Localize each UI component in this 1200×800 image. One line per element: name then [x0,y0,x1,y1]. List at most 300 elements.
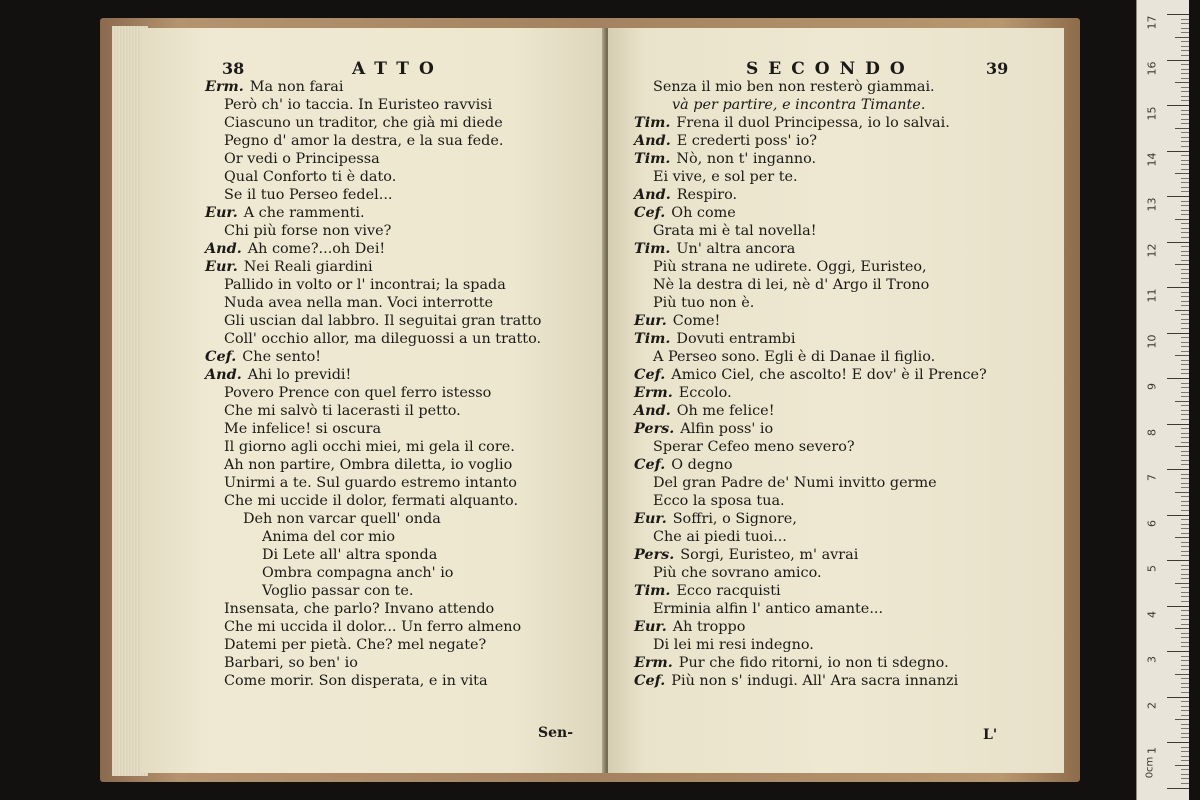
ruler-tick [1181,478,1189,479]
verse-text: Chi più forse non vive? [224,223,392,239]
verse-text: Povero Prence con quel ferro istesso [224,385,492,401]
speaker-label: Tim. [634,582,671,599]
ruler-tick [1175,219,1189,220]
ruler-tick [1175,583,1189,584]
speaker-label: And. [634,132,671,149]
verse-text: Oh come [671,205,736,221]
text-line [262,582,413,600]
ruler-tick [1181,73,1189,74]
text-line [224,600,494,618]
ruler-tick [1175,401,1189,402]
verse-text: Più che sovrano amico. [653,565,822,581]
text-line [224,330,541,348]
ruler-tick [1167,606,1189,607]
verse-text: Erminia alfin l' antico amante... [653,601,884,617]
ruler-tick [1181,428,1189,429]
verse-text: Che mi uccide il dolor, fermati alquanto. [224,493,519,509]
ruler-tick [1181,619,1189,620]
text-line [224,654,358,672]
text-line [634,402,775,420]
ruler-number: 3 [1145,656,1159,663]
speaker-label: Eur. [634,618,667,635]
ruler-tick [1175,128,1189,129]
ruler-tick [1181,342,1189,343]
ruler-tick [1181,756,1189,757]
text-line [634,366,987,384]
verse-text: Pur che fido ritorni, io non ti sdegno. [678,655,949,671]
verse-text: Come! [672,313,721,329]
verse-text: Frena il duol Principessa, io lo salvai. [676,115,950,131]
ruler-tick [1181,182,1189,183]
text-line [205,78,343,96]
text-line [243,510,441,528]
verse-text: Pallido in volto or l' incontrai; la spada [224,277,506,293]
text-line [224,168,396,186]
verse-text: Pegno d' amor la destra, e la sua fede. [224,133,504,149]
ruler-tick [1181,624,1189,625]
ruler-number: 15 [1145,106,1159,121]
left-page [140,28,605,773]
verse-text: Ah non partire, Ombra diletta, io voglio [224,457,513,473]
text-line [653,600,883,618]
ruler-tick [1175,264,1189,265]
ruler-tick [1181,78,1189,79]
ruler-tick [1181,442,1189,443]
ruler-tick [1181,760,1189,761]
ruler-tick [1181,210,1189,211]
text-line [653,168,798,186]
ruler-tick [1181,91,1189,92]
ruler-tick [1181,706,1189,707]
verse-text: Senza il mio ben non resterò giammai. [653,79,935,95]
ruler-tick [1181,169,1189,170]
verse-text: Ah troppo [672,619,746,635]
text-line [224,402,461,420]
text-line [672,96,925,114]
ruler-tick [1181,633,1189,634]
text-line [653,222,817,240]
verse-text: Oh me felice! [676,403,775,419]
ruler-tick [1181,656,1189,657]
verse-text: Unirmi a te. Sul guardo estremo intanto [224,475,517,491]
ruler-tick [1181,601,1189,602]
verse-text: Coll' occhio allor, ma dileguossi a un tratto. [224,331,542,347]
ruler-number: 6 [1145,519,1159,527]
right-catchword: L' [983,727,998,743]
ruler-tick [1181,114,1189,115]
speaker-label: Eur. [205,258,238,275]
ruler-tick [1181,119,1189,120]
speaker-label: Eur. [205,204,238,221]
text-line [653,294,754,312]
speaker-label: Erm. [634,654,673,671]
ruler-tick [1181,123,1189,124]
ruler-tick [1181,555,1189,556]
ruler-tick [1181,410,1189,411]
ruler-tick [1181,351,1189,352]
verse-text: Ecco racquisti [676,583,781,599]
speaker-label: Tim. [634,330,671,347]
ruler-tick [1175,537,1189,538]
ruler-number: 11 [1145,288,1159,303]
ruler-tick [1175,355,1189,356]
ruler-tick [1181,251,1189,252]
text-line [634,204,736,222]
text-line [262,564,453,582]
speaker-label: And. [205,366,242,383]
ruler-tick [1181,701,1189,702]
ruler-tick [1167,105,1189,106]
verse-text: Ah come?...oh Dei! [247,241,386,257]
ruler-tick [1181,414,1189,415]
text-line [634,114,950,132]
speaker-label: Cef. [205,348,237,365]
ruler-tick [1181,323,1189,324]
ruler-tick [1181,369,1189,370]
ruler-tick [1175,82,1189,83]
ruler-tick [1181,201,1189,202]
verse-text: Il giorno agli occhi miei, mi gela il core. [224,439,515,455]
verse-text: Or vedi o Principessa [224,151,380,167]
ruler-tick [1181,191,1189,192]
ruler-tick [1181,405,1189,406]
ruler-number: 16 [1145,61,1159,75]
ruler-tick [1167,515,1189,516]
ruler-tick [1181,660,1189,661]
ruler-tick [1167,788,1189,789]
text-line [634,618,745,636]
ruler-tick [1181,587,1189,588]
measuring-ruler [1136,0,1189,800]
verse-text: Che mi salvò ti lacerasti il petto. [224,403,461,419]
ruler-tick [1181,496,1189,497]
ruler-tick [1181,178,1189,179]
ruler-tick [1181,783,1189,784]
text-line [224,438,515,456]
ruler-tick [1181,223,1189,224]
text-line [224,294,493,312]
ruler-number: 1 [1145,747,1159,754]
verse-text: Nò, non t' inganno. [676,151,817,167]
text-line [224,132,503,150]
ruler-tick [1181,433,1189,434]
ruler-tick [1181,715,1189,716]
right-running-head: SECONDO [746,59,915,79]
verse-text: Anima del cor mio [262,529,396,545]
ruler-tick [1175,674,1189,675]
text-line [653,276,929,294]
ruler-tick [1181,551,1189,552]
ruler-tick [1181,419,1189,420]
ruler-tick [1181,505,1189,506]
ruler-tick [1181,146,1189,147]
verse-text: Insensata, che parlo? Invano attendo [224,601,495,617]
text-line [205,240,385,258]
ruler-tick [1181,305,1189,306]
ruler-tick [1181,474,1189,475]
ruler-number: 5 [1145,565,1159,572]
ruler-tick [1181,710,1189,711]
ruler-number: 12 [1145,243,1159,257]
verse-text: Del gran Padre de' Numi invitto germe [653,475,937,491]
speaker-label: Erm. [205,78,244,95]
verse-text: Ahi lo previdi! [247,367,352,383]
ruler-tick [1181,610,1189,611]
ruler-tick [1181,501,1189,502]
ruler-tick [1181,615,1189,616]
ruler-tick [1181,301,1189,302]
ruler-tick [1181,155,1189,156]
verse-text: Sperar Cefeo meno severo? [653,439,855,455]
left-running-head: ATTO [352,59,444,79]
verse-text: Alfin poss' io [680,421,774,437]
ruler-tick [1167,242,1189,243]
verse-text: Nuda avea nella man. Voci interrotte [224,295,494,311]
text-line [634,456,733,474]
ruler-tick [1181,292,1189,293]
ruler-tick [1181,373,1189,374]
ruler-tick [1181,769,1189,770]
ruler-tick [1181,778,1189,779]
speaker-label: Pers. [634,546,675,563]
ruler-tick [1175,310,1189,311]
speaker-label: Tim. [634,150,671,167]
verse-text: Grata mi è tal novella! [653,223,817,239]
ruler-unit-label: 0cm [1144,756,1156,779]
ruler-number: 17 [1145,15,1159,30]
ruler-tick [1181,246,1189,247]
speaker-label: Pers. [634,420,675,437]
speaker-label: Tim. [634,240,671,257]
text-line [634,330,795,348]
ruler-tick [1181,774,1189,775]
ruler-tick [1181,737,1189,738]
text-line [634,546,858,564]
ruler-number: 2 [1145,701,1159,709]
ruler-tick [1181,392,1189,393]
ruler-tick [1167,424,1189,425]
verse-text: Ma non farai [249,79,344,95]
text-line [653,492,785,510]
left-page-number: 38 [222,59,245,78]
verse-text: Amico Ciel, che ascolto! E dov' è il Prence? [671,367,987,383]
ruler-tick [1181,187,1189,188]
verse-text: Di lei mi resi indegno. [653,637,814,653]
verse-text: Soffri, o Signore, [672,511,797,527]
ruler-tick [1181,464,1189,465]
verse-text: O degno [671,457,733,473]
ruler-tick [1167,333,1189,334]
ruler-tick [1181,314,1189,315]
verse-text: Un' altra ancora [676,241,796,257]
text-line [224,474,517,492]
text-line [634,582,781,600]
text-line [653,258,927,276]
text-line [224,672,488,690]
ruler-tick [1181,724,1189,725]
verse-text: Più tuo non è. [653,295,755,311]
text-line [634,384,732,402]
speaker-label: Erm. [634,384,673,401]
ruler-tick [1181,546,1189,547]
verse-text: Sorgi, Euristeo, m' avrai [680,547,859,563]
ruler-tick [1181,669,1189,670]
ruler-tick [1181,232,1189,233]
ruler-tick [1181,437,1189,438]
ruler-tick [1181,282,1189,283]
ruler-tick [1181,41,1189,42]
verse-text: A che rammenti. [243,205,365,221]
ruler-tick [1167,378,1189,379]
text-line [653,636,814,654]
verse-text: Di Lete all' altra sponda [262,547,438,563]
ruler-tick [1167,742,1189,743]
ruler-tick [1167,651,1189,652]
ruler-tick [1167,560,1189,561]
text-line [224,222,391,240]
left-catchword: Sen- [538,725,574,741]
ruler-tick [1181,28,1189,29]
verse-text: Se il tuo Perseo fedel... [224,187,393,203]
text-line [262,528,395,546]
ruler-tick [1181,160,1189,161]
ruler-tick [1181,132,1189,133]
ruler-tick [1181,637,1189,638]
verse-text: Nei Reali giardini [243,259,373,275]
ruler-tick [1181,237,1189,238]
text-line [224,420,381,438]
ruler-tick [1181,278,1189,279]
text-line [205,366,351,384]
text-line [634,672,958,690]
ruler-tick [1181,32,1189,33]
ruler-tick [1167,151,1189,152]
ruler-tick [1181,487,1189,488]
ruler-tick [1181,510,1189,511]
ruler-tick [1181,642,1189,643]
ruler-tick [1181,460,1189,461]
right-page-number: 39 [986,59,1009,78]
ruler-tick [1167,469,1189,470]
text-line [653,528,787,546]
verse-text: Che ai piedi tuoi... [653,529,787,545]
verse-text: E crederti poss' io? [676,133,817,149]
verse-text: Voglio passar con te. [262,583,414,599]
verse-text: Eccolo. [678,385,732,401]
ruler-tick [1181,100,1189,101]
ruler-tick [1181,364,1189,365]
verse-text: A Perseo sono. Egli è di Danae il figlio. [653,349,936,365]
ruler-tick [1175,628,1189,629]
ruler-number: 9 [1145,383,1159,390]
ruler-tick [1175,446,1189,447]
ruler-tick [1181,569,1189,570]
ruler-tick [1181,87,1189,88]
ruler-tick [1181,574,1189,575]
ruler-tick [1175,765,1189,766]
text-line [653,348,935,366]
ruler-tick [1181,346,1189,347]
ruler-tick [1181,687,1189,688]
verse-text: Ecco la sposa tua. [653,493,785,509]
text-line [634,150,816,168]
ruler-tick [1181,296,1189,297]
ruler-tick [1181,96,1189,97]
verse-text: Nè la destra di lei, nè d' Argo il Trono [653,277,930,293]
text-line [224,312,541,330]
text-line [224,186,393,204]
verse-text: Però ch' io taccia. In Euristeo ravvisi [224,97,493,113]
speaker-label: Tim. [634,114,671,131]
verse-text: Datemi per pietà. Che? mel negate? [224,637,487,653]
ruler-tick [1181,214,1189,215]
verse-text: Come morir. Son disperata, e in vita [224,673,488,689]
ruler-tick [1181,519,1189,520]
ruler-tick [1181,665,1189,666]
ruler-tick [1181,578,1189,579]
text-line [262,546,437,564]
ruler-tick [1167,287,1189,288]
ruler-tick [1181,46,1189,47]
ruler-number: 14 [1145,152,1159,166]
ruler-tick [1181,646,1189,647]
text-line [653,564,822,582]
verse-text: Più non s' indugi. All' Ara sacra innanzi [671,673,959,689]
ruler-tick [1175,492,1189,493]
text-line [653,438,855,456]
ruler-tick [1181,19,1189,20]
verse-text: Ei vive, e sol per te. [653,169,798,185]
verse-text: Qual Conforto ti è dato. [224,169,397,185]
verse-text: Più strana ne udirete. Oggi, Euristeo, [653,259,927,275]
ruler-tick [1181,319,1189,320]
text-line [224,114,503,132]
ruler-tick [1181,55,1189,56]
ruler-tick [1181,455,1189,456]
ruler-tick [1167,60,1189,61]
ruler-tick [1181,228,1189,229]
speaker-label: And. [205,240,242,257]
speaker-label: And. [634,186,671,203]
ruler-tick [1181,524,1189,525]
ruler-tick [1181,751,1189,752]
ruler-tick [1181,137,1189,138]
text-line [634,510,797,528]
ruler-tick [1181,110,1189,111]
ruler-tick [1167,196,1189,197]
ruler-number: 10 [1145,334,1159,348]
verse-text: Dovuti entrambi [676,331,796,347]
text-line [224,150,380,168]
verse-text: Me infelice! si oscura [224,421,382,437]
text-line [224,96,492,114]
speaker-label: Eur. [634,510,667,527]
verse-text: Ciascuno un traditor, che già mi diede [224,115,503,131]
ruler-tick [1181,69,1189,70]
ruler-tick [1181,733,1189,734]
text-line [634,312,720,330]
ruler-tick [1181,747,1189,748]
ruler-tick [1181,273,1189,274]
ruler-tick [1175,719,1189,720]
speaker-label: And. [634,402,671,419]
ruler-tick [1181,483,1189,484]
ruler-tick [1181,683,1189,684]
ruler-tick [1181,678,1189,679]
ruler-tick [1181,565,1189,566]
ruler-tick [1181,269,1189,270]
text-line [224,618,521,636]
